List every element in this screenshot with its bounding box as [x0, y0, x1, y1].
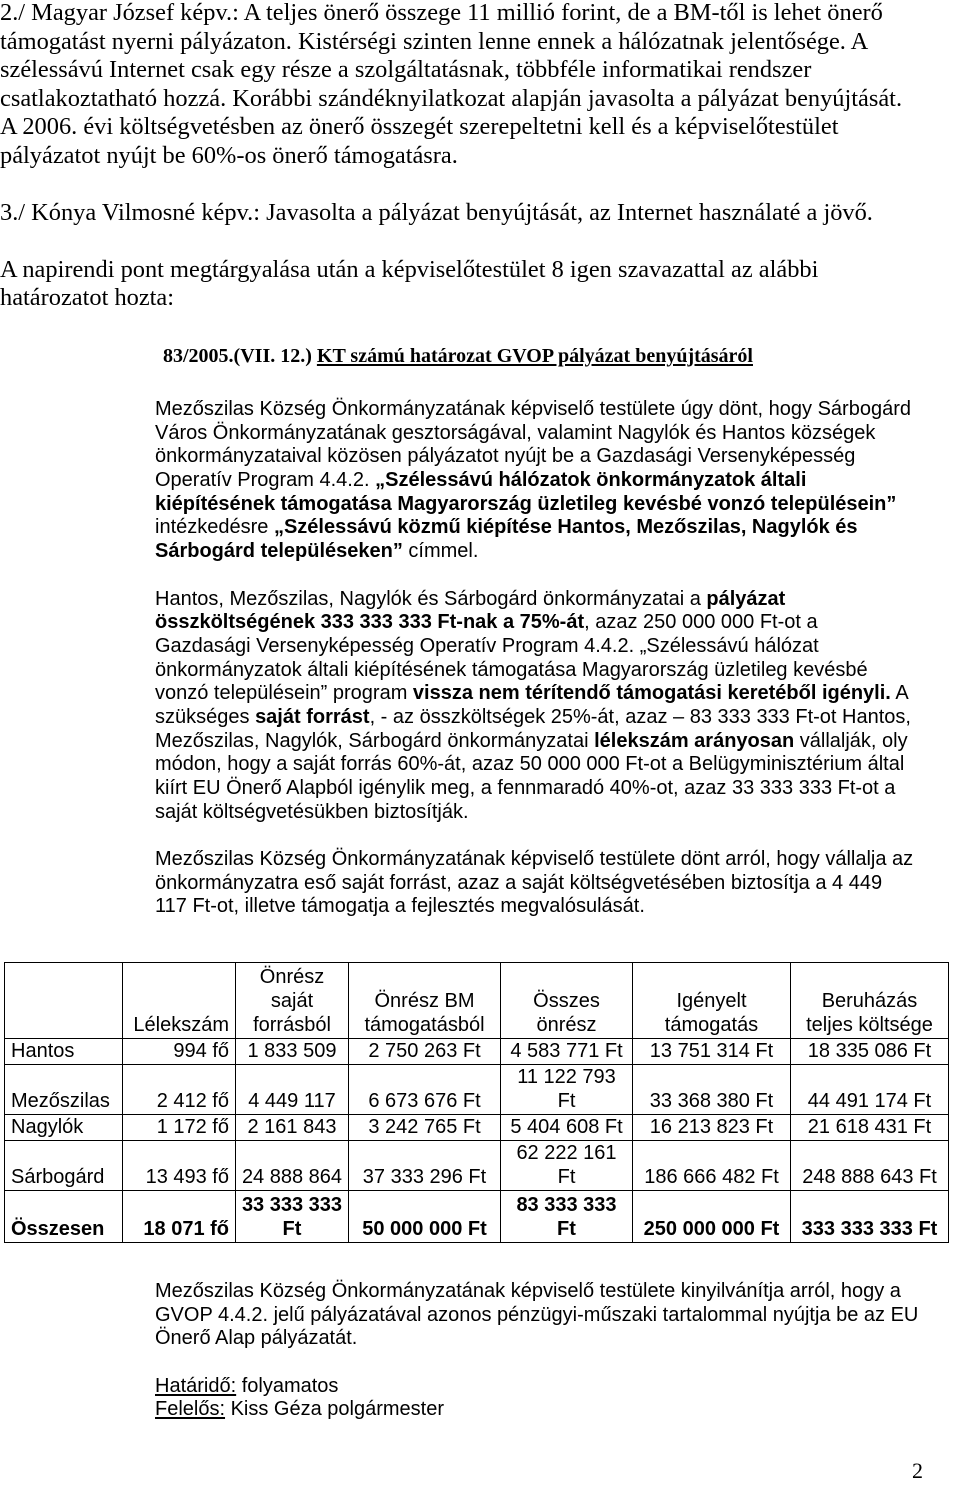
- text-line: [155, 611, 913, 635]
- cell-population: 994 fő: [123, 1039, 236, 1065]
- bold-text: vissza nem térítendő támogatási keretéből igényli.: [412, 682, 891, 705]
- text-line: [155, 777, 913, 801]
- blank-line: [0, 170, 902, 199]
- text-segment: , - az összköltségek 25%-át, azaz – 83 333 333 Ft-ot Hantos,: [369, 705, 911, 728]
- cell-total-label: Összesen: [5, 1191, 123, 1243]
- cell-total-investment: 18 335 086 Ft: [791, 1039, 949, 1065]
- text-line: [0, 113, 902, 142]
- closing-text: [155, 1280, 918, 1422]
- text-segment: szélessávú Internet csak egy része a szolgáltatásnak, többféle informatikai rendszer: [0, 56, 812, 83]
- text-segment: intézkedésre: [155, 516, 274, 539]
- text-segment: határozatot hozta:: [0, 284, 175, 311]
- cell-own-funds: 1 833 509: [236, 1039, 349, 1065]
- text-segment: Mezőszilas, Nagylók, Sárbogárd önkormányzatai: [155, 729, 595, 752]
- text-line: [0, 284, 902, 313]
- blank-line: [155, 564, 913, 588]
- text-line: [155, 635, 913, 659]
- text-line: [155, 469, 913, 493]
- table-row: [5, 1065, 949, 1115]
- text-segment: szükséges: [155, 705, 256, 728]
- cell-total-own-share: 62 222 161 Ft: [501, 1141, 633, 1191]
- text-segment: , azaz 250 000 000 Ft-ot a: [584, 611, 818, 634]
- text-line: [155, 682, 913, 706]
- text-segment: GVOP 4.4.2. jelű pályázatával azonos pénzügyi-műszaki tartalommal nyújtja be az EU: [155, 1303, 919, 1326]
- cell-requested-grant: 13 751 314 Ft: [633, 1039, 791, 1065]
- text-segment: címmel.: [402, 540, 479, 563]
- text-line: [155, 1398, 918, 1422]
- cell-total-bm-grant: 50 000 000 Ft: [349, 1191, 501, 1243]
- bold-text: pályázat: [706, 587, 786, 610]
- text-segment: Mezőszilas Község Önkormányzatának képviselő testülete kinyilvánítja arról, hogy a: [155, 1280, 901, 1302]
- header-own-funds: Önrész saját forrásból: [236, 963, 349, 1039]
- cell-total-own-funds: 33 333 333 Ft: [236, 1191, 349, 1243]
- text-line: [155, 753, 913, 777]
- text-line: [155, 730, 913, 754]
- text-segment: vonzó településein” program: [155, 682, 413, 705]
- cell-population: 1 172 fő: [123, 1115, 236, 1141]
- text-line: [0, 56, 902, 85]
- minutes-text: [0, 0, 902, 313]
- cell-requested-grant: 186 666 482 Ft: [633, 1141, 791, 1191]
- text-line: [0, 142, 902, 171]
- cell-total-investment: 44 491 174 Ft: [791, 1065, 949, 1115]
- blank-line: [155, 1351, 918, 1375]
- cell-total-requested-grant: 250 000 000 Ft: [633, 1191, 791, 1243]
- text-line: [155, 422, 913, 446]
- text-segment: A: [890, 682, 909, 705]
- text-segment: folyamatos: [236, 1374, 339, 1397]
- underlined-text: Határidő:: [155, 1374, 237, 1397]
- text-segment: saját költségvetésükben biztosítják.: [155, 800, 469, 823]
- text-segment: Hantos, Mezőszilas, Nagylók és Sárbogárd önkormányzatai a: [155, 587, 707, 610]
- cell-population: 2 412 fő: [123, 1065, 236, 1115]
- text-segment: önkormányzatok általi kiépítésének támogatása Magyarország üzletileg kevésbé: [155, 658, 868, 681]
- text-line: [155, 706, 913, 730]
- text-segment: pályázatot nyújt be 60%-os önerő támogatásra.: [0, 141, 458, 169]
- cell-own-funds: 2 161 843: [236, 1115, 349, 1141]
- cell-total-own-share: 11 122 793 Ft: [501, 1065, 633, 1115]
- table-row: [5, 1141, 949, 1191]
- cell-municipality: Nagylók: [5, 1115, 123, 1141]
- text-segment: önkormányzataival közösen pályázatot nyújt be a Gazdasági Versenyképesség: [155, 445, 856, 468]
- cell-total-investment: 21 618 431 Ft: [791, 1115, 949, 1141]
- text-line: [155, 445, 913, 469]
- text-segment: önkormányzatra eső saját forrást, azaz a saját költségvetésében biztosítja a 4 449: [155, 871, 883, 894]
- bold-text: lélekszám arányosan: [594, 729, 795, 752]
- cell-total-investment: 248 888 643 Ft: [791, 1141, 949, 1191]
- text-line: [155, 398, 913, 422]
- header-bm-grant: Önrész BM támogatásból: [349, 963, 501, 1039]
- table-row: [5, 1039, 949, 1065]
- text-segment: 117 Ft-ot, illetve támogatja a fejlesztés megvalósulását.: [155, 895, 645, 918]
- text-segment: Gazdasági Versenyképesség Operatív Program 4.4.2. „Szélessávú hálózat: [155, 634, 819, 657]
- text-segment: Város Önkormányzatának gesztorságával, valamint Nagylók és Hantos községek: [155, 421, 876, 444]
- header-requested-grant: Igényelt támogatás: [633, 963, 791, 1039]
- text-line: [155, 1304, 918, 1328]
- cell-total-own-share: 5 404 608 Ft: [501, 1115, 633, 1141]
- text-segment: A 2006. évi költségvetésben az önerő összegét szerepeltetni kell és a képviselőtestület: [0, 113, 839, 140]
- text-line: [155, 1280, 918, 1304]
- text-line: [155, 872, 913, 896]
- text-segment: Önerő Alap pályázatát.: [155, 1327, 358, 1350]
- funding-table: [4, 962, 949, 1243]
- text-line: [163, 344, 753, 368]
- cell-bm-grant: 3 242 765 Ft: [349, 1115, 501, 1141]
- underlined-text: KT számú határozat GVOP pályázat benyújtásáról: [316, 345, 753, 367]
- text-line: [0, 28, 902, 57]
- text-segment: kiírt EU Önerő Alapból igénylik meg, a fennmaradó 40%-ot, azaz 33 333 333 Ft-ot a: [155, 777, 896, 799]
- cell-total-investment-sum: 333 333 333 Ft: [791, 1191, 949, 1243]
- cell-municipality: Hantos: [5, 1039, 123, 1065]
- text-segment: Operatív Program 4.4.2.: [155, 469, 376, 492]
- header-total-investment: Beruházás teljes költsége: [791, 963, 949, 1039]
- text-line: [155, 516, 913, 540]
- blank-line: [0, 227, 902, 256]
- cell-bm-grant: 37 333 296 Ft: [349, 1141, 501, 1191]
- text-line: [155, 848, 913, 872]
- table-total-row: [5, 1191, 949, 1243]
- cell-bm-grant: 2 750 263 Ft: [349, 1039, 501, 1065]
- bold-text: kiépítésének támogatása Magyarország üzletileg kevésbé vonzó településein”: [155, 492, 897, 515]
- bold-text: Sárbogárd településeken”: [155, 540, 403, 563]
- cell-own-funds: 4 449 117: [236, 1065, 349, 1115]
- text-line: [155, 659, 913, 683]
- text-segment: csatlakoztatható hozzá. Korábbi szándéknyilatkozat alapján javasolta a pályázat benyújtását.: [0, 84, 903, 112]
- cell-total-population: 18 071 fő: [123, 1191, 236, 1243]
- text-line: [155, 895, 913, 919]
- cell-population: 13 493 fő: [123, 1141, 236, 1191]
- cell-requested-grant: 33 368 380 Ft: [633, 1065, 791, 1115]
- header-total-own-share: Összes önrész: [501, 963, 633, 1039]
- resolution-heading: [163, 344, 753, 368]
- cell-bm-grant: 6 673 676 Ft: [349, 1065, 501, 1115]
- bold-text: „Szélessávú közmű kiépítése Hantos, Mezőszilas, Nagylók és: [273, 516, 858, 539]
- text-line: [155, 540, 913, 564]
- underlined-text: Felelős:: [155, 1398, 226, 1421]
- text-line: [0, 199, 902, 228]
- bold-text: összköltségének 333 333 333 Ft-nak a 75%-át: [155, 611, 585, 634]
- text-segment: Mezőszilas Község Önkormányzatának képviselő testülete úgy dönt, hogy Sárbogárd: [155, 398, 911, 420]
- bold-text: „Szélessávú hálózatok önkormányzatok általi: [375, 469, 807, 492]
- bold-text: 83/2005.(VII. 12.): [163, 345, 317, 367]
- text-segment: 2./ Magyar József képv.: A teljes önerő összege 11 millió forint, de a BM-től is lehet önerő: [0, 0, 883, 26]
- cell-total-own-share: 4 583 771 Ft: [501, 1039, 633, 1065]
- text-segment: támogatást nyerni pályázaton. Kistérségi szinten lenne ennek a hálózatnak jelentősége. A: [0, 27, 869, 55]
- cell-requested-grant: 16 213 823 Ft: [633, 1115, 791, 1141]
- text-line: [155, 1375, 918, 1399]
- header-municipality: [5, 963, 123, 1039]
- resolution-body: [155, 398, 913, 919]
- table-header-row: [5, 963, 949, 1039]
- text-segment: vállalják, oly: [794, 729, 908, 752]
- text-line: [0, 0, 902, 28]
- page-number: 2: [912, 1458, 923, 1483]
- table-row: [5, 1115, 949, 1141]
- text-line: [155, 493, 913, 517]
- cell-total-own-share-sum: 83 333 333 Ft: [501, 1191, 633, 1243]
- cell-own-funds: 24 888 864: [236, 1141, 349, 1191]
- text-segment: A napirendi pont megtárgyalása után a képviselőtestület 8 igen szavazattal az alábbi: [0, 255, 819, 283]
- text-line: [0, 256, 902, 285]
- text-segment: Kiss Géza polgármester: [225, 1398, 445, 1421]
- text-line: [155, 801, 913, 825]
- blank-line: [155, 824, 913, 848]
- bold-text: saját forrást: [255, 705, 370, 728]
- text-line: [0, 85, 902, 114]
- text-line: [155, 588, 913, 612]
- cell-municipality: Mezőszilas: [5, 1065, 123, 1115]
- cell-municipality: Sárbogárd: [5, 1141, 123, 1191]
- text-segment: módon, hogy a saját forrás 60%-át, azaz 50 000 000 Ft-ot a Belügyminisztérium által: [155, 753, 905, 776]
- text-segment: 3./ Kónya Vilmosné képv.: Javasolta a pályázat benyújtását, az Internet használaté a jövő.: [0, 198, 873, 226]
- header-population: Lélekszám: [123, 963, 236, 1039]
- text-line: [155, 1327, 918, 1351]
- text-segment: Mezőszilas Község Önkormányzatának képviselő testülete dönt arról, hogy vállalja az: [155, 848, 914, 871]
